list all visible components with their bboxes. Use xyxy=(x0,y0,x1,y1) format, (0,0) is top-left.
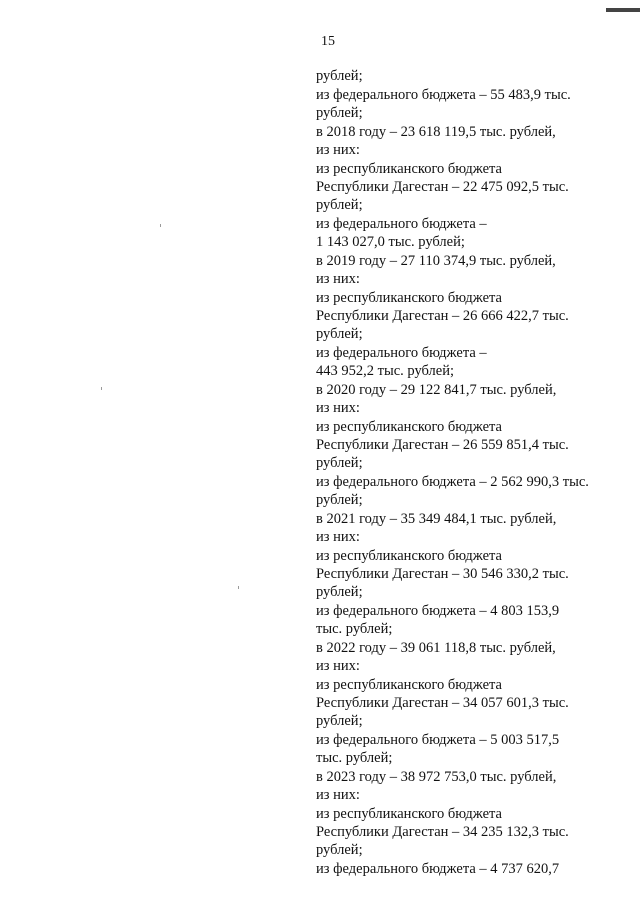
text-line: из них: xyxy=(316,787,360,803)
page-number: 15 xyxy=(321,34,335,49)
text-line: из республиканского бюджета xyxy=(316,419,502,435)
text-line: Республики Дагестан – 34 235 132,3 тыс. xyxy=(316,824,569,840)
text-line: из них: xyxy=(316,142,360,158)
text-line: рублей; xyxy=(316,105,363,121)
text-line: из республиканского бюджета xyxy=(316,806,502,822)
text-line: из республиканского бюджета xyxy=(316,548,502,564)
scan-speck xyxy=(101,387,102,390)
scan-edge-mark xyxy=(606,8,640,12)
text-line: рублей; xyxy=(316,68,363,84)
text-line: в 2018 году – 23 618 119,5 тыс. рублей, xyxy=(316,124,556,140)
text-line: из федерального бюджета – xyxy=(316,345,487,361)
text-line: Республики Дагестан – 22 475 092,5 тыс. xyxy=(316,179,569,195)
text-line: рублей; xyxy=(316,713,363,729)
text-line: в 2020 году – 29 122 841,7 тыс. рублей, xyxy=(316,382,557,398)
text-line: в 2021 году – 35 349 484,1 тыс. рублей, xyxy=(316,511,557,527)
text-line: в 2022 году – 39 061 118,8 тыс. рублей, xyxy=(316,640,556,656)
text-line: рублей; xyxy=(316,842,363,858)
text-line: в 2019 году – 27 110 374,9 тыс. рублей, xyxy=(316,253,556,269)
text-line: из них: xyxy=(316,271,360,287)
text-line: из них: xyxy=(316,658,360,674)
text-line: из федерального бюджета – 2 562 990,3 тыс. xyxy=(316,474,589,490)
text-line: тыс. рублей; xyxy=(316,621,393,637)
text-line: тыс. рублей; xyxy=(316,750,393,766)
text-line: рублей; xyxy=(316,455,363,471)
text-line: из федерального бюджета – xyxy=(316,216,487,232)
text-line: из федерального бюджета – 5 003 517,5 xyxy=(316,732,560,748)
text-line: из республиканского бюджета xyxy=(316,290,502,306)
text-line: Республики Дагестан – 26 559 851,4 тыс. xyxy=(316,437,569,453)
text-line: Республики Дагестан – 30 546 330,2 тыс. xyxy=(316,566,569,582)
text-line: рублей; xyxy=(316,197,363,213)
text-line: 443 952,2 тыс. рублей; xyxy=(316,363,454,379)
text-line: из республиканского бюджета xyxy=(316,677,502,693)
text-line: в 2023 году – 38 972 753,0 тыс. рублей, xyxy=(316,769,557,785)
text-line: Республики Дагестан – 26 666 422,7 тыс. xyxy=(316,308,569,324)
text-line: из республиканского бюджета xyxy=(316,161,502,177)
text-line: из них: xyxy=(316,529,360,545)
scan-speck xyxy=(160,224,161,227)
text-column xyxy=(316,67,589,878)
text-line: из них: xyxy=(316,400,360,416)
scan-speck xyxy=(238,586,239,589)
text-line: рублей; xyxy=(316,584,363,600)
text-line: рублей; xyxy=(316,492,363,508)
text-line: из федерального бюджета – 55 483,9 тыс. xyxy=(316,87,571,103)
text-line: рублей; xyxy=(316,326,363,342)
text-line: Республики Дагестан – 34 057 601,3 тыс. xyxy=(316,695,569,711)
text-line: из федерального бюджета – 4 803 153,9 xyxy=(316,603,560,619)
text-line: из федерального бюджета – 4 737 620,7 xyxy=(316,861,560,877)
text-line: 1 143 027,0 тыс. рублей; xyxy=(316,234,465,250)
